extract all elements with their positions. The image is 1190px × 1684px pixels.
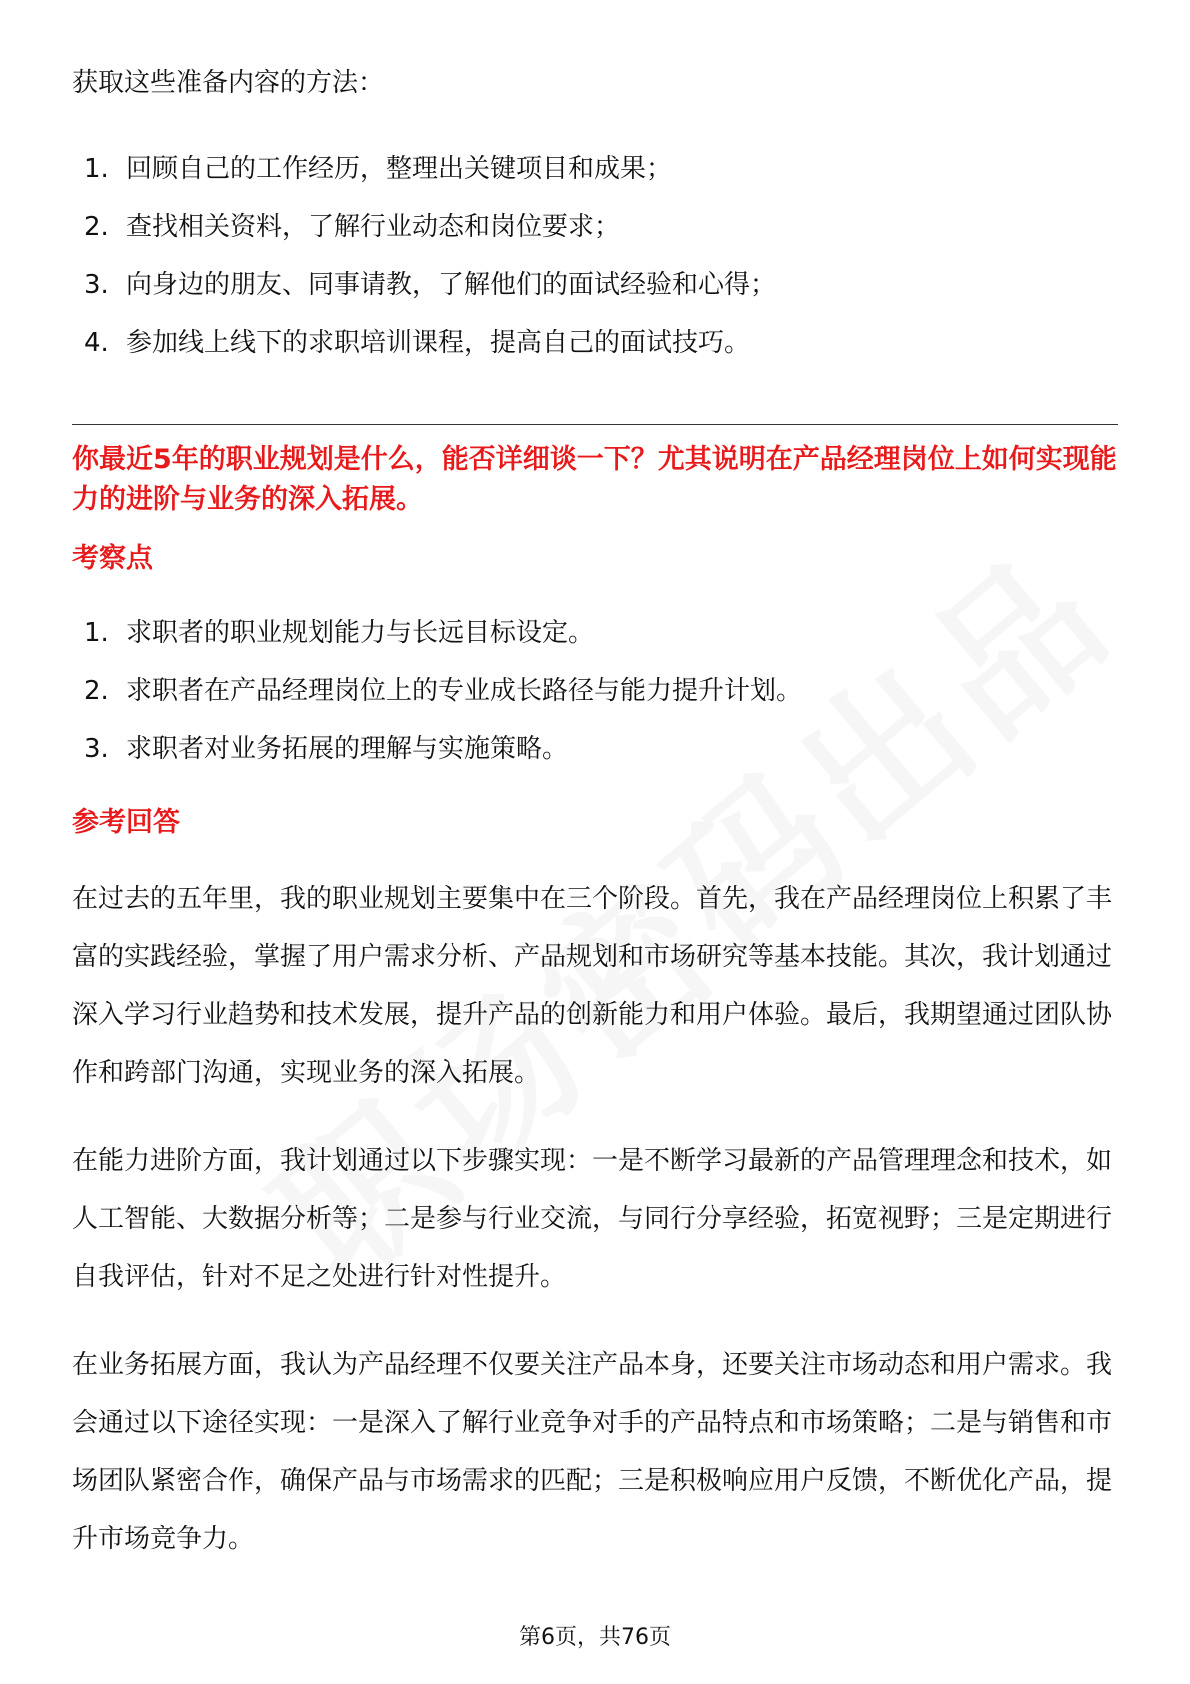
list-item: 2. 查找相关资料，了解行业动态和岗位要求；	[84, 212, 621, 242]
section-divider	[72, 424, 1118, 425]
answer-body	[72, 870, 1118, 1598]
list-item: 3. 向身边的朋友、同事请教，了解他们的面试经验和心得；	[84, 270, 777, 300]
answer-paragraph: 在过去的五年里，我的职业规划主要集中在三个阶段。首先，我在产品经理岗位上积累了丰富的实践经验，掌握了用户需求分析、产品规划和市场研究等基本技能。其次，我计划通过深入学习行业趋势和技术发展，提升产品的创新能力和用户体验。最后，我期望通过团队协作和跨部门沟通，实现业务的深入拓展。	[72, 884, 1113, 1088]
answer-paragraph: 在能力进阶方面，我计划通过以下步骤实现：一是不断学习最新的产品管理理念和技术，如人工智能、大数据分析等；二是参与行业交流，与同行分享经验，拓宽视野；三是定期进行自我评估，针对不足之处进行针对性提升。	[72, 1146, 1113, 1292]
page-number: 第6页，共76页	[519, 1625, 671, 1650]
interview-question: 你最近5年的职业规划是什么，能否详细谈一下？尤其说明在产品经理岗位上如何实现能力的进阶与业务的深入拓展。	[72, 444, 1117, 515]
intro-text: 获取这些准备内容的方法：	[72, 68, 385, 98]
methods-list	[84, 140, 776, 372]
list-item: 2. 求职者在产品经理岗位上的专业成长路径与能力提升计划。	[84, 676, 803, 706]
kaocha-list	[84, 604, 802, 778]
list-item: 1. 回顾自己的工作经历，整理出关键项目和成果；	[84, 154, 673, 184]
answer-heading: 参考回答	[72, 807, 180, 838]
list-item: 3. 求职者对业务拓展的理解与实施策略。	[84, 734, 569, 764]
answer-paragraph: 在业务拓展方面，我认为产品经理不仅要关注产品本身，还要关注市场动态和用户需求。我会通过以下途径实现：一是深入了解行业竞争对手的产品特点和市场策略；二是与销售和市场团队紧密合作，确保产品与市场需求的匹配；三是积极响应用户反馈，不断优化产品，提升市场竞争力。	[72, 1350, 1113, 1554]
list-item: 4. 参加线上线下的求职培训课程，提高自己的面试技巧。	[84, 328, 751, 358]
list-item: 1. 求职者的职业规划能力与长远目标设定。	[84, 618, 595, 648]
kaocha-heading: 考察点	[72, 543, 153, 574]
